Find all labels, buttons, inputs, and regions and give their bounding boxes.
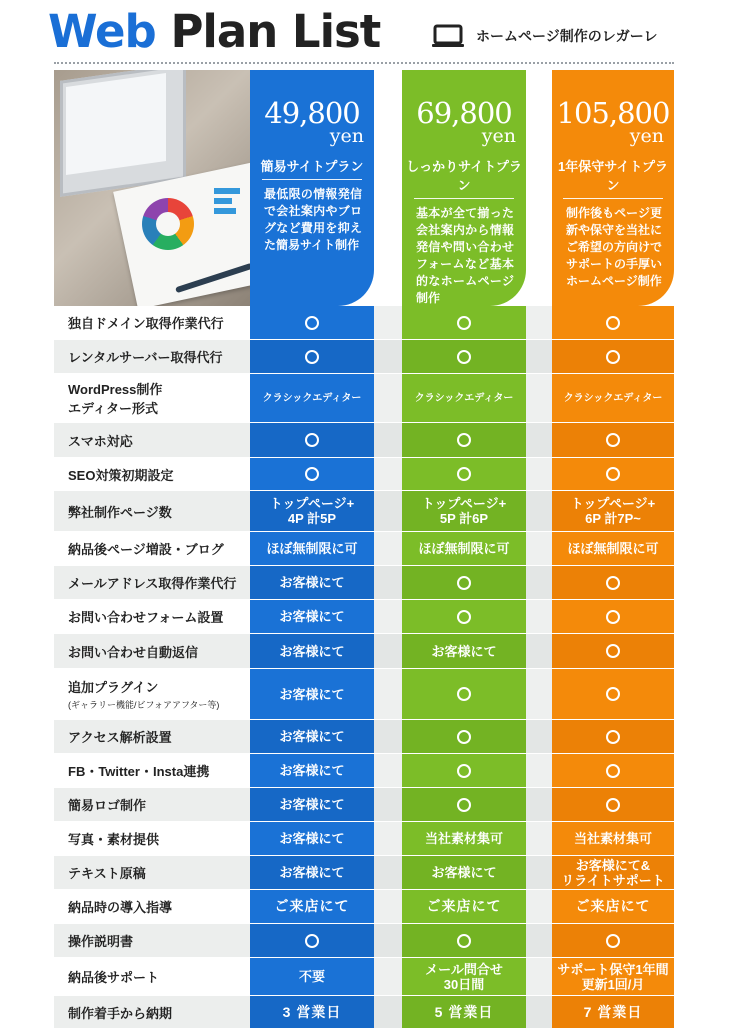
plan-cell (552, 600, 674, 633)
laptop-icon (431, 24, 465, 48)
row-label-text: お問い合わせ自動返信 (68, 644, 199, 660)
column-gap (374, 458, 402, 490)
row-label-text: 独自ドメイン取得作業代行 (68, 316, 224, 331)
row-label (54, 532, 250, 565)
column-gap (526, 856, 552, 889)
page-header (0, 0, 730, 62)
column-gap (526, 566, 552, 599)
row-label (54, 958, 250, 995)
table-row (54, 924, 674, 958)
table-row (54, 822, 674, 856)
column-gap (374, 720, 402, 753)
table-row (54, 669, 674, 720)
included-circle-icon (606, 350, 620, 364)
plan-cell (250, 754, 374, 787)
plan-cell (250, 634, 374, 668)
plan-cell (552, 720, 674, 753)
row-label-text: 納品後サポート (68, 970, 160, 985)
column-gap (526, 924, 552, 957)
plan-cell (402, 822, 526, 855)
plan-cell (402, 856, 526, 889)
column-gap (374, 532, 402, 565)
included-circle-icon (457, 934, 471, 948)
plan-cell (402, 374, 526, 422)
row-label (54, 340, 250, 373)
table-row (54, 958, 674, 996)
column-gap (374, 788, 402, 821)
row-label (54, 566, 250, 599)
column-gap (374, 634, 402, 668)
plan-cell (402, 958, 526, 995)
column-gap (374, 374, 402, 422)
photo-donut-chart (142, 198, 194, 250)
plan-cell (402, 634, 526, 668)
plan-cell (552, 958, 674, 995)
row-label (54, 822, 250, 855)
cell-text: ほぼ無制限に可 (567, 541, 659, 556)
row-label-text: 納品後ページ増設・ブログ (68, 542, 224, 557)
column-gap (374, 856, 402, 889)
included-circle-icon (606, 687, 620, 701)
cell-text: お客様にて (279, 797, 345, 812)
plan-cell (402, 423, 526, 457)
plan-cell (402, 996, 526, 1028)
plan-cell (250, 958, 374, 995)
cell-text: 当社素材集可 (424, 831, 503, 846)
column-gap (374, 340, 402, 373)
hero-photo (54, 70, 250, 306)
row-label (54, 491, 250, 531)
plan-cell (552, 754, 674, 787)
plan-cell (250, 306, 374, 339)
included-circle-icon (606, 467, 620, 481)
plan-cell (552, 566, 674, 599)
plan-price: 69,800 (416, 96, 512, 130)
plan-cell (250, 788, 374, 821)
plan-price: 105,800 (556, 96, 670, 130)
dotted-divider (54, 62, 674, 64)
title-plan-list: Plan List (170, 5, 381, 58)
table-row (54, 306, 674, 340)
plan-card-standard (402, 70, 526, 306)
included-circle-icon (305, 934, 319, 948)
cell-text: メール問合せ 30日間 (425, 961, 503, 992)
included-circle-icon (606, 433, 620, 447)
cell-text: クラシックエディター (414, 392, 514, 404)
row-label (54, 374, 250, 422)
row-label (54, 924, 250, 957)
included-circle-icon (606, 730, 620, 744)
row-label-text: メールアドレス取得作業代行 (68, 576, 237, 591)
table-row (54, 890, 674, 924)
photo-laptop-screen (66, 73, 166, 175)
plan-cell (250, 822, 374, 855)
included-circle-icon (305, 316, 319, 330)
table-row (54, 532, 674, 566)
row-label (54, 669, 250, 719)
included-circle-icon (606, 316, 620, 330)
cell-text: ほぼ無制限に可 (266, 541, 358, 556)
cell-text: お客様にて (279, 763, 345, 778)
plan-cell (552, 340, 674, 373)
plan-cell (250, 491, 374, 531)
column-gap (526, 532, 552, 565)
row-label (54, 720, 250, 753)
cell-text: ご来店にて (426, 898, 502, 914)
column-gap (526, 754, 552, 787)
plan-cell (250, 566, 374, 599)
column-gap (526, 491, 552, 531)
table-row (54, 788, 674, 822)
column-gap (526, 423, 552, 457)
column-gap (374, 600, 402, 633)
table-row (54, 600, 674, 634)
column-gap (374, 566, 402, 599)
column-gap (374, 754, 402, 787)
included-circle-icon (457, 467, 471, 481)
column-gap (526, 788, 552, 821)
cell-text: お客様にて (279, 609, 345, 624)
plan-cell (552, 996, 674, 1028)
table-row (54, 996, 674, 1029)
included-circle-icon (457, 764, 471, 778)
cell-text: お客様にて (279, 831, 345, 846)
plan-cell (552, 924, 674, 957)
plan-cell (250, 532, 374, 565)
included-circle-icon (457, 350, 471, 364)
plan-card-basic (250, 70, 374, 306)
included-circle-icon (305, 467, 319, 481)
plan-name: 1年保守サイトプラン (552, 156, 674, 199)
plan-cell (250, 924, 374, 957)
plan-cell (552, 634, 674, 668)
hero-section (54, 70, 674, 306)
row-label-text: FB・Twitter・Insta連携 (68, 764, 210, 779)
plan-cell (552, 669, 674, 719)
plan-cell (402, 669, 526, 719)
plan-cell (402, 458, 526, 490)
column-gap (526, 996, 552, 1028)
included-circle-icon (457, 433, 471, 447)
table-row (54, 491, 674, 532)
column-gap (526, 458, 552, 490)
column-gap (526, 306, 552, 339)
cell-text: お客様にて (279, 686, 345, 702)
column-gap (374, 491, 402, 531)
plan-cell (250, 720, 374, 753)
plan-cell (402, 566, 526, 599)
cell-text: お客様にて (279, 575, 345, 590)
row-label-text: 操作説明書 (68, 934, 134, 949)
plan-description: 最低限の情報発信で会社案内やブログなど費用を抑えた簡易サイト制作 (264, 187, 362, 252)
row-label (54, 600, 250, 633)
table-row (54, 720, 674, 754)
plan-cell (402, 720, 526, 753)
included-circle-icon (606, 798, 620, 812)
included-circle-icon (606, 934, 620, 948)
column-gap (526, 634, 552, 668)
plan-price-unit: yen (629, 125, 664, 147)
row-label-text: お問い合わせフォーム設置 (68, 610, 224, 625)
column-gap (526, 374, 552, 422)
plan-price: 49,800 (264, 96, 360, 130)
column-gap (374, 423, 402, 457)
included-circle-icon (606, 764, 620, 778)
plan-cell (250, 996, 374, 1028)
column-gap (374, 822, 402, 855)
plan-cell (552, 374, 674, 422)
row-label (54, 423, 250, 457)
comparison-table (54, 306, 674, 1029)
plan-cell (552, 890, 674, 923)
cell-text: ご来店にて (575, 898, 651, 914)
plan-cell (250, 423, 374, 457)
plan-price-unit: yen (481, 125, 516, 147)
cell-text: ほぼ無制限に可 (418, 541, 510, 556)
row-label-text: 弊社制作ページ数 (68, 504, 172, 520)
plan-cell (402, 306, 526, 339)
row-label (54, 306, 250, 339)
cell-text: トップページ+ 6P 計7P~ (570, 496, 656, 526)
plan-cell (402, 788, 526, 821)
table-row (54, 340, 674, 374)
cell-text: サポート保守1年間 更新1回/月 (557, 961, 669, 992)
row-label-text: レンタルサーバー取得代行 (68, 350, 223, 365)
plan-cell (250, 340, 374, 373)
table-row (54, 566, 674, 600)
plan-description: 制作後もページ更新や保守を当社にご希望の方向けでサポートの手厚いホームページ制作 (566, 206, 663, 288)
plan-cell (402, 924, 526, 957)
cell-text: お客様にて (431, 643, 497, 659)
row-label-text: 制作着手から納期 (68, 1005, 173, 1021)
plan-cell (552, 532, 674, 565)
included-circle-icon (457, 798, 471, 812)
cell-text: トップページ+ 5P 計6P (421, 496, 507, 526)
included-circle-icon (305, 350, 319, 364)
column-gap (526, 890, 552, 923)
plan-cell (402, 890, 526, 923)
company-name: ホームページ制作のレガーレ (476, 28, 658, 44)
column-gap (526, 600, 552, 633)
table-row (54, 423, 674, 458)
row-label (54, 458, 250, 490)
table-row (54, 634, 674, 669)
row-label-text: 簡易ロゴ制作 (68, 798, 147, 813)
title-web: Web (48, 5, 156, 58)
row-label-text: アクセス解析設置 (68, 730, 172, 745)
plan-cell (552, 788, 674, 821)
column-gap (526, 720, 552, 753)
row-label (54, 754, 250, 787)
column-gap (374, 996, 402, 1028)
cell-text: クラシックエディター (563, 392, 663, 404)
cell-text: 不要 (298, 969, 325, 984)
included-circle-icon (606, 644, 620, 658)
row-label-text: SEO対策初期設定 (68, 467, 174, 483)
plan-cell (552, 491, 674, 531)
plan-price-unit: yen (329, 125, 364, 147)
included-circle-icon (606, 610, 620, 624)
plan-cell (250, 669, 374, 719)
plan-cell (552, 822, 674, 855)
included-circle-icon (305, 433, 319, 447)
plan-cell (250, 600, 374, 633)
included-circle-icon (457, 610, 471, 624)
plan-cell (552, 856, 674, 889)
cell-text: トップページ+ 4P 計5P (269, 496, 355, 526)
included-circle-icon (457, 687, 471, 701)
cell-text: お客様にて (431, 865, 497, 880)
row-label (54, 634, 250, 668)
plan-cell (402, 754, 526, 787)
row-label (54, 856, 250, 889)
cell-text: 当社素材集可 (573, 831, 652, 846)
plan-cell (250, 374, 374, 422)
row-label (54, 890, 250, 923)
included-circle-icon (457, 576, 471, 590)
plan-description: 基本が全て揃った会社案内から情報発信や問い合わせフォームなど基本的なホームページ制作 (416, 206, 514, 305)
plan-cell (552, 423, 674, 457)
row-label-text: スマホ対応 (68, 433, 133, 449)
row-label-text: 写真・素材提供 (68, 832, 160, 847)
included-circle-icon (606, 576, 620, 590)
table-row (54, 374, 674, 423)
plan-cell (250, 890, 374, 923)
column-gap (374, 958, 402, 995)
plan-cell (250, 458, 374, 490)
row-label-text: テキスト原稿 (68, 866, 146, 881)
cell-text: お客様にて (279, 729, 345, 744)
cell-text: ご来店にて (274, 898, 350, 914)
cell-text: 7 営業日 (583, 1003, 643, 1020)
column-gap (526, 958, 552, 995)
column-gap (374, 306, 402, 339)
column-gap (374, 890, 402, 923)
table-row (54, 754, 674, 788)
table-row (54, 458, 674, 491)
column-gap (526, 822, 552, 855)
table-row (54, 856, 674, 890)
plan-cell (402, 491, 526, 531)
plan-cell (250, 856, 374, 889)
row-label-text: 納品時の導入指導 (68, 900, 173, 915)
photo-bar-chart (214, 188, 244, 228)
column-gap (526, 669, 552, 719)
plan-name: 簡易サイトプラン (250, 156, 374, 180)
row-label-text: WordPress制作 エディター形式 (68, 382, 163, 416)
plan-cell (402, 340, 526, 373)
cell-text: お客様にて (279, 643, 345, 659)
column-gap (374, 669, 402, 719)
cell-text: 5 営業日 (434, 1003, 494, 1020)
plan-cell (402, 532, 526, 565)
plan-cell (402, 600, 526, 633)
row-sublabel: (ギャラリー機能/ビフォアアフター等) (68, 700, 220, 710)
row-label (54, 788, 250, 821)
row-label (54, 996, 250, 1028)
cell-text: 3 営業日 (282, 1003, 342, 1020)
plan-name: しっかりサイトプラン (402, 156, 526, 199)
included-circle-icon (457, 730, 471, 744)
plan-cell (552, 306, 674, 339)
cell-text: お客様にて (279, 865, 345, 880)
included-circle-icon (457, 316, 471, 330)
column-gap (374, 924, 402, 957)
cell-text: クラシックエディター (262, 392, 362, 404)
page-title (48, 2, 380, 62)
column-gap (526, 340, 552, 373)
cell-text: お客様にて& リライトサポート (561, 857, 665, 888)
row-label-text: 追加プラグイン (68, 680, 159, 695)
plan-card-maintenance (552, 70, 674, 306)
plan-cell (552, 458, 674, 490)
